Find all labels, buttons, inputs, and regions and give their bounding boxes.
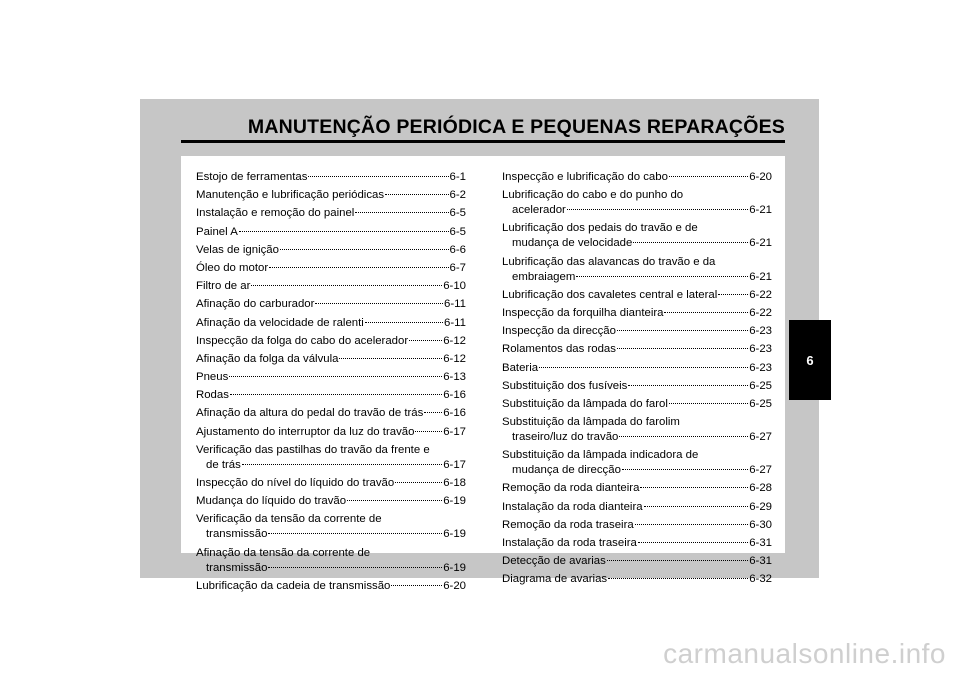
- toc-entry-label: Afinação da folga da válvula: [196, 352, 339, 365]
- toc-entry-line: [502, 288, 772, 303]
- toc-entry-label: Filtro de ar: [196, 280, 251, 293]
- dot-leader: [280, 249, 449, 250]
- toc-entry[interactable]: [196, 243, 466, 258]
- toc-page-number: 6-23: [749, 325, 772, 338]
- dot-leader: [308, 176, 448, 177]
- toc-entry[interactable]: [196, 170, 466, 185]
- toc-entry-label: Lubrificação dos cavaletes central e lateral: [502, 288, 718, 301]
- toc-entry-label: Afinação da tensão da corrente de: [196, 546, 371, 559]
- dot-leader: [365, 322, 443, 323]
- toc-entry-line: [502, 379, 772, 394]
- dot-leader: [268, 567, 442, 568]
- toc-entry-label: Instalação e remoção do painel: [196, 207, 355, 220]
- dot-leader: [229, 376, 442, 377]
- toc-entry-line: [502, 397, 772, 412]
- toc-entry[interactable]: [196, 188, 466, 203]
- toc-page-number: 6-19: [443, 495, 466, 508]
- toc-entry-line: [502, 306, 772, 321]
- toc-entry[interactable]: [502, 554, 772, 569]
- toc-entry-label: Diagrama de avarias: [502, 573, 608, 586]
- toc-entry-line: [196, 261, 466, 276]
- dot-leader: [269, 267, 448, 268]
- toc-entry-label: transmissão: [206, 528, 268, 541]
- toc-entry[interactable]: [196, 297, 466, 312]
- dot-leader: [409, 340, 442, 341]
- toc-entry-label: Velas de ignição: [196, 243, 279, 256]
- dot-leader: [415, 431, 442, 432]
- toc-page-number: 6-7: [449, 261, 466, 274]
- toc-entry[interactable]: [196, 406, 466, 421]
- dot-leader: [347, 500, 442, 501]
- toc-entry[interactable]: [502, 481, 772, 496]
- dot-leader: [644, 506, 749, 507]
- toc-entry-line: [502, 203, 772, 218]
- toc-page-number: 6-21: [749, 204, 772, 217]
- dot-leader: [385, 194, 448, 195]
- toc-entry-label: Remoção da roda traseira: [502, 518, 634, 531]
- toc-entry-line: [196, 170, 466, 185]
- toc-entry-line: [196, 546, 466, 561]
- dot-leader: [664, 312, 748, 313]
- toc-entry-line: [502, 255, 772, 270]
- toc-entry-line: [196, 334, 466, 349]
- toc-entry[interactable]: [196, 225, 466, 240]
- toc-entry-label: Substituição da lâmpada do farolim: [502, 416, 680, 429]
- toc-entry[interactable]: [502, 288, 772, 303]
- toc-page-number: 6-27: [749, 431, 772, 444]
- toc-entry-label: Lubrificação dos pedais do travão e de: [502, 222, 698, 235]
- dot-leader: [339, 358, 442, 359]
- toc-entry-label: Ajustamento do interruptor da luz do travão: [196, 425, 415, 438]
- toc-entry[interactable]: [196, 370, 466, 385]
- toc-entry-label: traseiro/luz do travão: [512, 431, 619, 444]
- toc-entry-line: [502, 170, 772, 185]
- toc-entry-line: [502, 324, 772, 339]
- toc-entry-line: [502, 430, 772, 445]
- toc-entry-label: mudança de direcção: [512, 464, 621, 477]
- toc-entry[interactable]: [196, 316, 466, 331]
- title-rule: [181, 140, 785, 143]
- toc-entry-label: mudança de velocidade: [512, 237, 633, 250]
- dot-leader: [617, 348, 748, 349]
- toc-entry[interactable]: [196, 279, 466, 294]
- toc-entry-line: [196, 225, 466, 240]
- toc-page-number: 6-25: [749, 379, 772, 392]
- toc-entry[interactable]: [196, 476, 466, 491]
- toc-entry-line: [196, 388, 466, 403]
- dot-leader: [635, 524, 748, 525]
- toc-entry[interactable]: [196, 388, 466, 403]
- toc-entry[interactable]: [502, 170, 772, 185]
- toc-page-number: 6-19: [443, 561, 466, 574]
- toc-page-number: 6-6: [449, 243, 466, 256]
- toc-entry-label: Rodas: [196, 389, 229, 402]
- toc-entry-label: Inspecção e lubrificação do cabo: [502, 171, 668, 183]
- toc-entry-label: Mudança do líquido do travão: [196, 495, 347, 508]
- dot-leader: [607, 560, 748, 561]
- dot-leader: [617, 330, 748, 331]
- dot-leader: [391, 585, 442, 586]
- toc-entry[interactable]: [196, 546, 466, 576]
- toc-entry-label: Inspecção da forquilha dianteira: [502, 306, 664, 319]
- toc-entry-line: [502, 463, 772, 478]
- dot-leader: [640, 487, 748, 488]
- dot-leader: [608, 578, 748, 579]
- toc-entry[interactable]: [502, 255, 772, 285]
- dot-leader: [268, 533, 442, 534]
- chapter-tab[interactable]: 6: [789, 320, 831, 400]
- toc-page-number: 6-28: [749, 482, 772, 495]
- toc-entry-line: [196, 279, 466, 294]
- toc-entry-label: Remoção da roda dianteira: [502, 482, 640, 495]
- toc-entry[interactable]: [196, 443, 466, 473]
- toc-page-number: 6-29: [749, 500, 772, 513]
- toc-entry[interactable]: [196, 494, 466, 509]
- toc-entry-line: [502, 572, 772, 587]
- toc-entry[interactable]: [502, 324, 772, 339]
- toc-page-number: 6-21: [749, 270, 772, 283]
- toc-entry-line: [196, 316, 466, 331]
- dot-leader: [567, 209, 748, 210]
- dot-leader: [669, 176, 748, 177]
- toc-entry-label: Detecção de avarias: [502, 555, 606, 568]
- toc-entry-label: Pneus: [196, 371, 229, 384]
- toc-page-number: 6-13: [443, 371, 466, 384]
- toc-entry-line: [502, 481, 772, 496]
- toc-entry-label: Verificação das pastilhas do travão da frente e: [196, 443, 430, 456]
- toc-entry-line: [196, 206, 466, 221]
- toc-page-number: 6-17: [443, 425, 466, 438]
- dot-leader: [669, 403, 748, 404]
- toc-page-number: 6-30: [749, 518, 772, 531]
- toc-entry-line: [196, 443, 466, 458]
- toc-entry-line: [196, 370, 466, 385]
- dot-leader: [576, 276, 748, 277]
- page-title: MANUTENÇÃO PERIÓDICA E PEQUENAS REPARAÇÕES: [247, 116, 785, 138]
- toc-entry-line: [502, 236, 772, 251]
- toc-page-number: 6-11: [444, 298, 466, 311]
- toc-entry[interactable]: [502, 518, 772, 533]
- toc-entry[interactable]: [502, 415, 772, 445]
- dot-leader: [638, 542, 748, 543]
- toc-entry[interactable]: [196, 352, 466, 367]
- toc-entry-line: [502, 361, 772, 376]
- toc-entry-label: Bateria: [502, 361, 539, 374]
- toc-page-number: 6-27: [749, 464, 772, 477]
- toc-entry-line: [196, 297, 466, 312]
- toc-entry[interactable]: [196, 206, 466, 221]
- toc-page-number: 6-16: [443, 389, 466, 402]
- toc-page-number: 6-23: [749, 361, 772, 374]
- toc-page-number: 6-23: [749, 343, 772, 356]
- toc-entry[interactable]: [196, 425, 466, 440]
- toc-page-number: 6-19: [443, 528, 466, 541]
- toc-entry-line: [196, 579, 466, 594]
- toc-page-number: 6-16: [443, 407, 466, 420]
- toc-page-number: 6-2: [449, 189, 466, 202]
- toc-entry-line: [196, 352, 466, 367]
- toc-entry[interactable]: [502, 306, 772, 321]
- toc-right-column: [502, 170, 772, 591]
- toc-entry[interactable]: [502, 221, 772, 251]
- toc-entry-line: [502, 518, 772, 533]
- toc-entry-label: Substituição da lâmpada indicadora de: [502, 449, 699, 462]
- toc-page-number: 6-22: [749, 306, 772, 319]
- toc-entry-line: [502, 415, 772, 430]
- toc-entry[interactable]: [196, 512, 466, 542]
- toc-entry-label: Rolamentos das rodas: [502, 343, 616, 356]
- toc-entry-line: [196, 458, 466, 473]
- toc-entry-line: [502, 536, 772, 551]
- toc-entry-label: Lubrificação da cadeia de transmissão: [196, 579, 391, 592]
- dot-leader: [395, 482, 442, 483]
- toc-page-number: 6-20: [749, 171, 772, 183]
- toc-page-number: 6-17: [443, 458, 466, 471]
- toc-page-number: 6-10: [443, 280, 466, 293]
- dot-leader: [355, 212, 448, 213]
- dot-leader: [622, 469, 748, 470]
- toc-entry-label: Estojo de ferramentas: [196, 171, 308, 183]
- toc-entry-line: [196, 243, 466, 258]
- toc-page-number: 6-11: [444, 316, 466, 329]
- toc-entry[interactable]: [502, 500, 772, 515]
- toc-page-number: 6-20: [443, 579, 466, 592]
- toc-page-number: 6-22: [749, 288, 772, 301]
- toc-page-number: 6-12: [443, 334, 466, 347]
- toc-entry-line: [196, 406, 466, 421]
- toc-entry-label: Inspecção da direcção: [502, 325, 616, 338]
- toc-entry[interactable]: [502, 397, 772, 412]
- toc-entry-line: [502, 221, 772, 236]
- toc-page-number: 6-5: [449, 207, 466, 220]
- toc-page-number: 6-5: [449, 225, 466, 238]
- toc-entry-line: [196, 527, 466, 542]
- toc-entry-label: transmissão: [206, 561, 268, 574]
- toc-left-column: [196, 170, 466, 597]
- toc-entry[interactable]: [502, 342, 772, 357]
- toc-entry-label: Afinação da altura do pedal do travão de trás: [196, 407, 424, 420]
- dot-leader: [718, 294, 748, 295]
- toc-entry-label: de trás: [206, 458, 241, 471]
- toc-page-number: 6-12: [443, 352, 466, 365]
- toc-entry-label: Substituição dos fusíveis: [502, 379, 628, 392]
- toc-entry-label: Substituição da lâmpada do farol: [502, 397, 668, 410]
- toc-entry-label: Instalação da roda dianteira: [502, 500, 643, 513]
- toc-entry-label: Verificação da tensão da corrente de: [196, 513, 382, 526]
- toc-entry-line: [502, 342, 772, 357]
- dot-leader: [628, 385, 748, 386]
- toc-entry-line: [502, 188, 772, 203]
- watermark: carmanualsonline.info: [663, 638, 946, 669]
- toc-entry-label: acelerador: [512, 204, 566, 217]
- toc-entry-label: Lubrificação do cabo e do punho do: [502, 189, 684, 202]
- toc-entry[interactable]: [502, 361, 772, 376]
- toc-page-number: 6-25: [749, 397, 772, 410]
- dot-leader: [619, 436, 748, 437]
- toc-entry-line: [502, 554, 772, 569]
- toc-entry-line: [502, 448, 772, 463]
- toc-entry-line: [502, 500, 772, 515]
- toc-entry[interactable]: [502, 448, 772, 478]
- toc-page-number: 6-31: [749, 555, 772, 568]
- toc-entry[interactable]: [502, 536, 772, 551]
- toc-entry[interactable]: [502, 572, 772, 587]
- dot-leader: [424, 412, 442, 413]
- dot-leader: [239, 231, 449, 232]
- toc-entry[interactable]: [502, 379, 772, 394]
- toc-entry-label: Afinação da velocidade de ralenti: [196, 316, 364, 329]
- toc-entry-line: [502, 270, 772, 285]
- toc-page-number: 6-32: [749, 573, 772, 586]
- toc-entry-line: [196, 425, 466, 440]
- toc-entry-label: Afinação do carburador: [196, 298, 315, 311]
- toc-page-number: 6-31: [749, 537, 772, 549]
- toc-page-number: 6-1: [449, 171, 466, 183]
- toc-entry[interactable]: [196, 334, 466, 349]
- toc-entry-line: [196, 188, 466, 203]
- dot-leader: [251, 285, 442, 286]
- toc-entry[interactable]: [196, 579, 466, 594]
- toc-page-number: 6-18: [443, 477, 466, 489]
- dot-leader: [539, 367, 748, 368]
- dot-leader: [315, 303, 443, 304]
- toc-entry-label: Lubrificação das alavancas do travão e da: [502, 255, 716, 268]
- toc-page-number: 6-21: [749, 237, 772, 250]
- toc-entry-label: Instalação da roda traseira: [502, 537, 637, 549]
- dot-leader: [230, 394, 442, 395]
- dot-leader: [242, 464, 442, 465]
- toc-entry-line: [196, 476, 466, 491]
- toc-entry-label: Manutenção e lubrificação periódicas: [196, 189, 385, 202]
- dot-leader: [633, 242, 748, 243]
- toc-entry-label: Painel A: [196, 225, 238, 238]
- toc-entry-label: Óleo do motor: [196, 261, 269, 274]
- toc-entry-label: Inspecção da folga do cabo do acelerador: [196, 334, 409, 347]
- toc-entry-label: embraiagem: [512, 270, 576, 283]
- toc-entry[interactable]: [502, 188, 772, 218]
- toc-entry-line: [196, 494, 466, 509]
- toc-entry-line: [196, 561, 466, 576]
- toc-entry[interactable]: [196, 261, 466, 276]
- toc-entry-line: [196, 512, 466, 527]
- toc-entry-label: Inspecção do nível do líquido do travão: [196, 477, 395, 489]
